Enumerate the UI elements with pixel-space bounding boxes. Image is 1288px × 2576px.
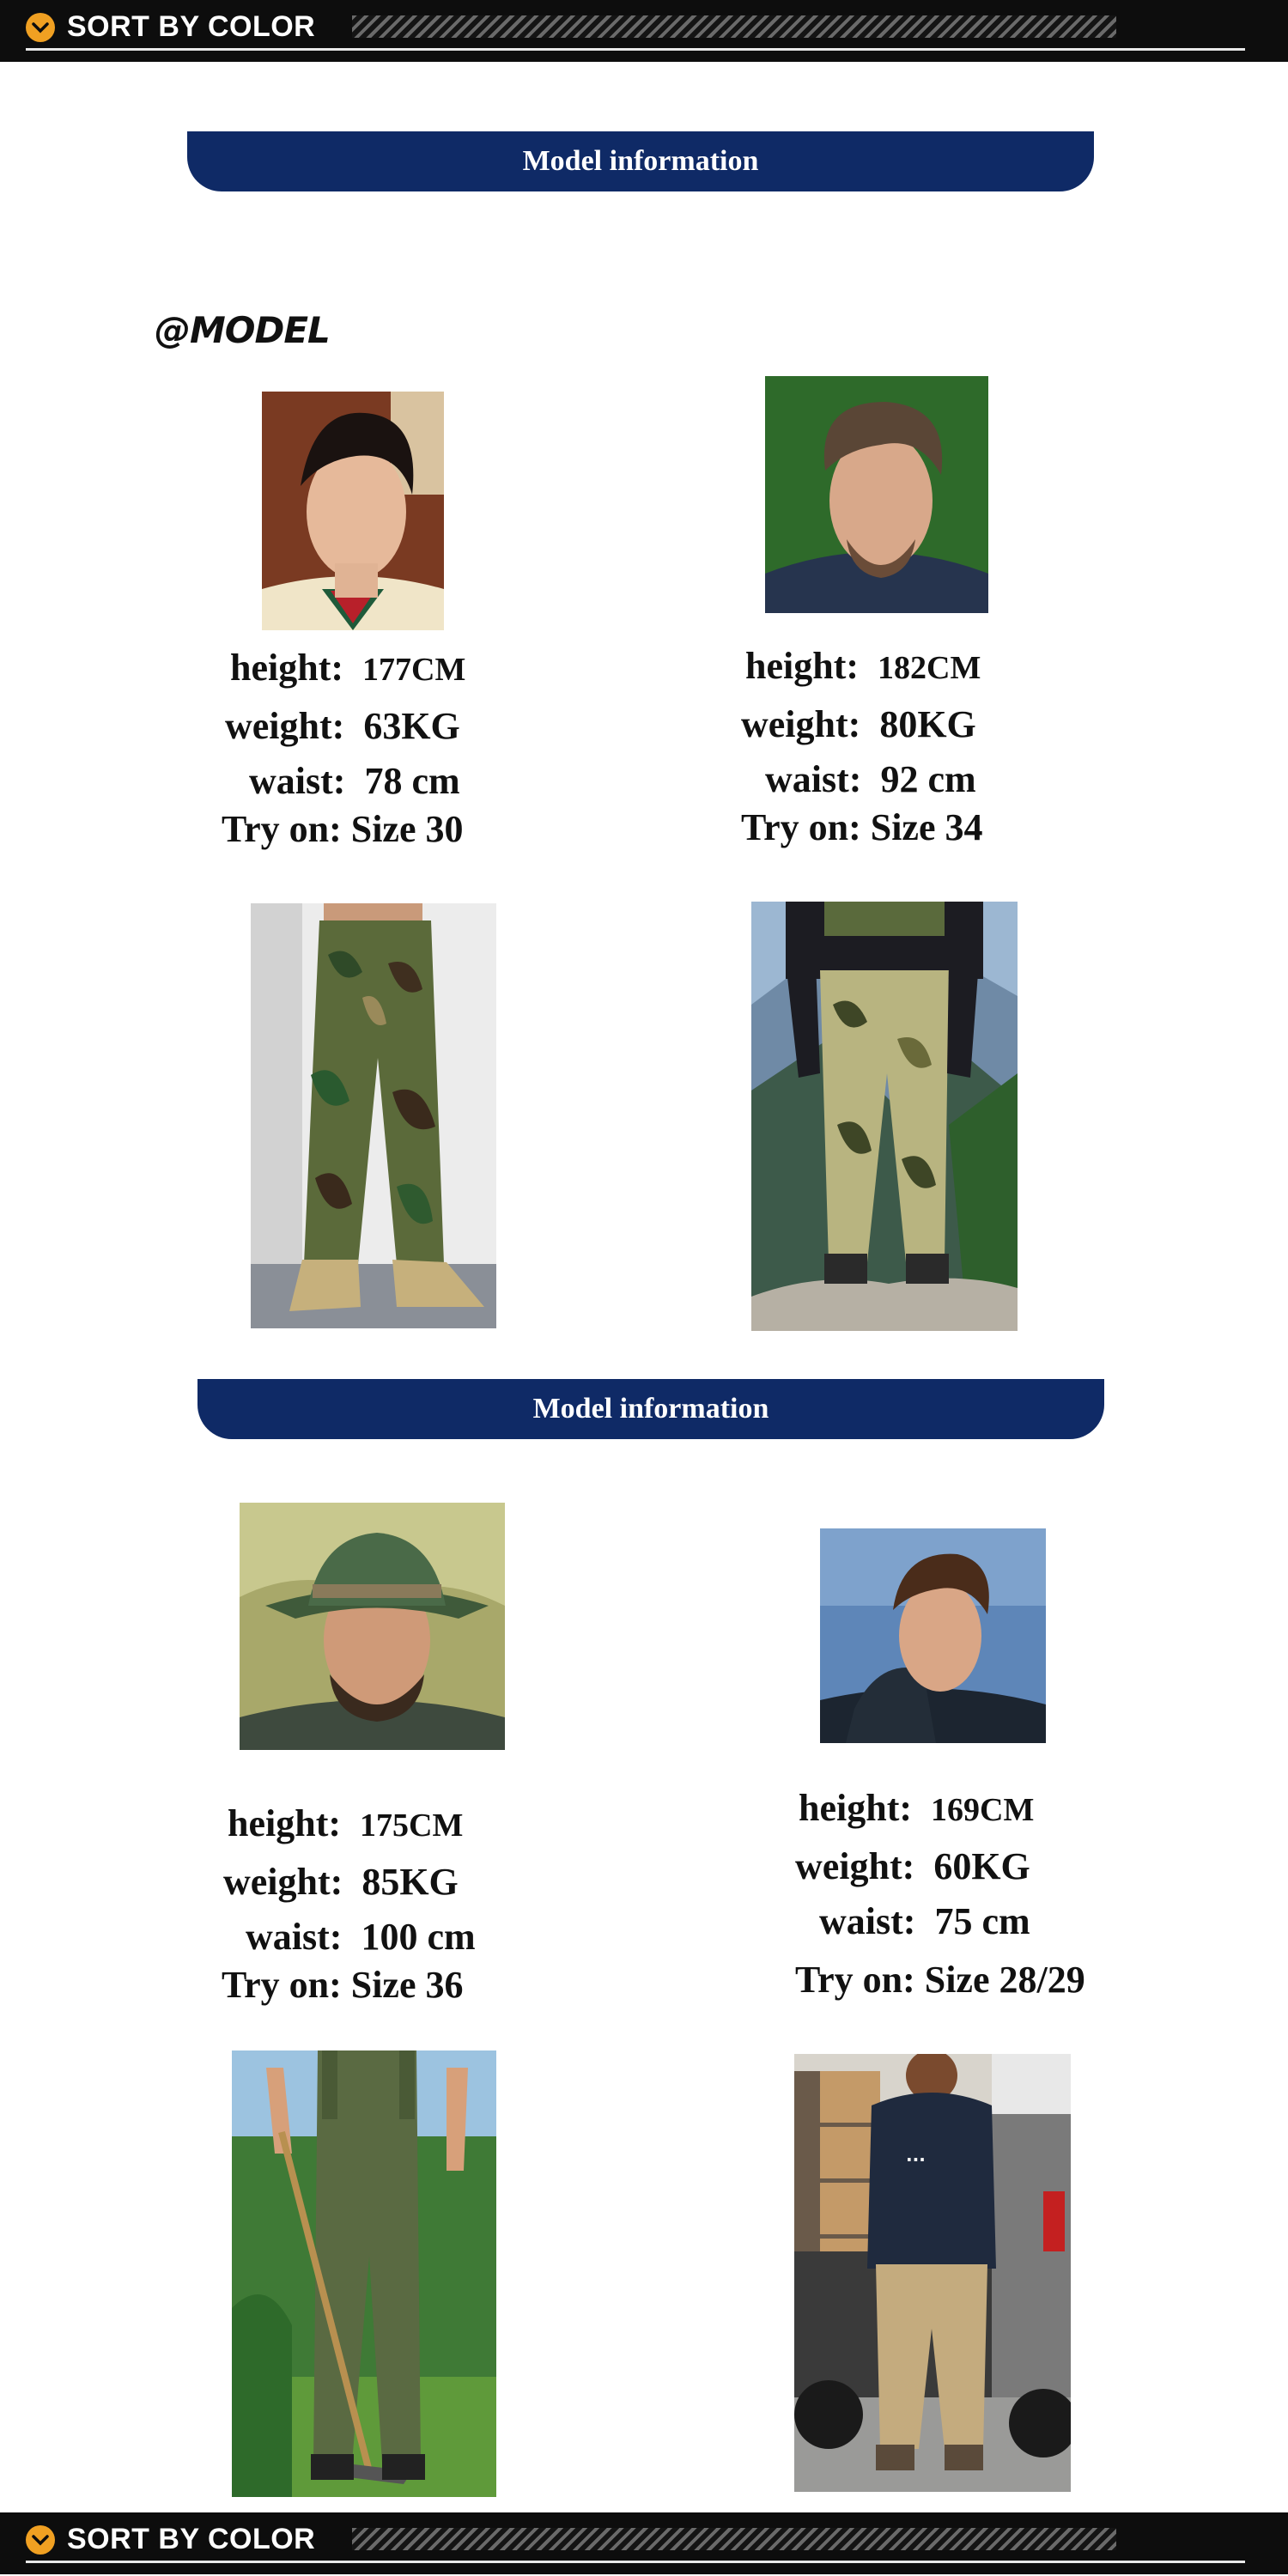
model-information-banner: Model information [187,131,1094,191]
model-1-weight: weight: 63KG [225,705,460,747]
model-3-waist: waist: 100 cm [246,1916,476,1958]
model-information-banner: Model information [197,1379,1104,1439]
model-3-portrait-image [240,1503,505,1750]
model-1-waist: waist: 78 cm [249,760,460,802]
model-3-pants-image [232,2050,496,2497]
model-2-try-on: Try on: Size 34 [741,806,983,848]
model-4-weight: weight: 60KG [795,1845,1030,1887]
model-4-waist: waist: 75 cm [819,1900,1030,1942]
svg-text:···: ··· [906,2149,926,2170]
sort-by-color-bar-bottom[interactable] [0,2512,1288,2574]
model-1-height: height: 177CM [230,647,466,689]
divider [26,48,1245,51]
model-2-waist: waist: 92 cm [765,758,976,800]
model-2-pants-image [751,902,1018,1331]
model-4-height: height: 169CM [799,1787,1035,1829]
model-2-height: height: 182CM [745,645,981,687]
model-1-try-on: Try on: Size 30 [222,808,464,850]
decorative-stripes [352,15,1116,38]
model-tag: @MODEL [155,309,330,351]
sort-by-color-bar-top[interactable] [0,0,1288,62]
sort-by-color-label[interactable]: SORT BY COLOR [67,10,316,43]
model-1-pants-image [251,903,496,1328]
model-3-height: height: 175CM [228,1802,464,1844]
chevron-down-icon[interactable] [26,13,55,42]
model-1-portrait-image [262,392,444,630]
model-4-portrait-image [820,1528,1046,1743]
model-2-weight: weight: 80KG [741,703,976,745]
model-2-portrait-image [765,376,988,613]
model-3-try-on: Try on: Size 36 [222,1964,464,2006]
chevron-down-icon[interactable] [26,2525,55,2555]
sort-by-color-label[interactable]: SORT BY COLOR [67,2523,316,2555]
model-4-try-on: Try on: Size 28/29 [795,1959,1085,2001]
decorative-stripes [352,2528,1116,2550]
model-3-weight: weight: 85KG [223,1861,459,1903]
divider [26,2561,1245,2563]
model-4-pants-image [794,2054,1071,2492]
